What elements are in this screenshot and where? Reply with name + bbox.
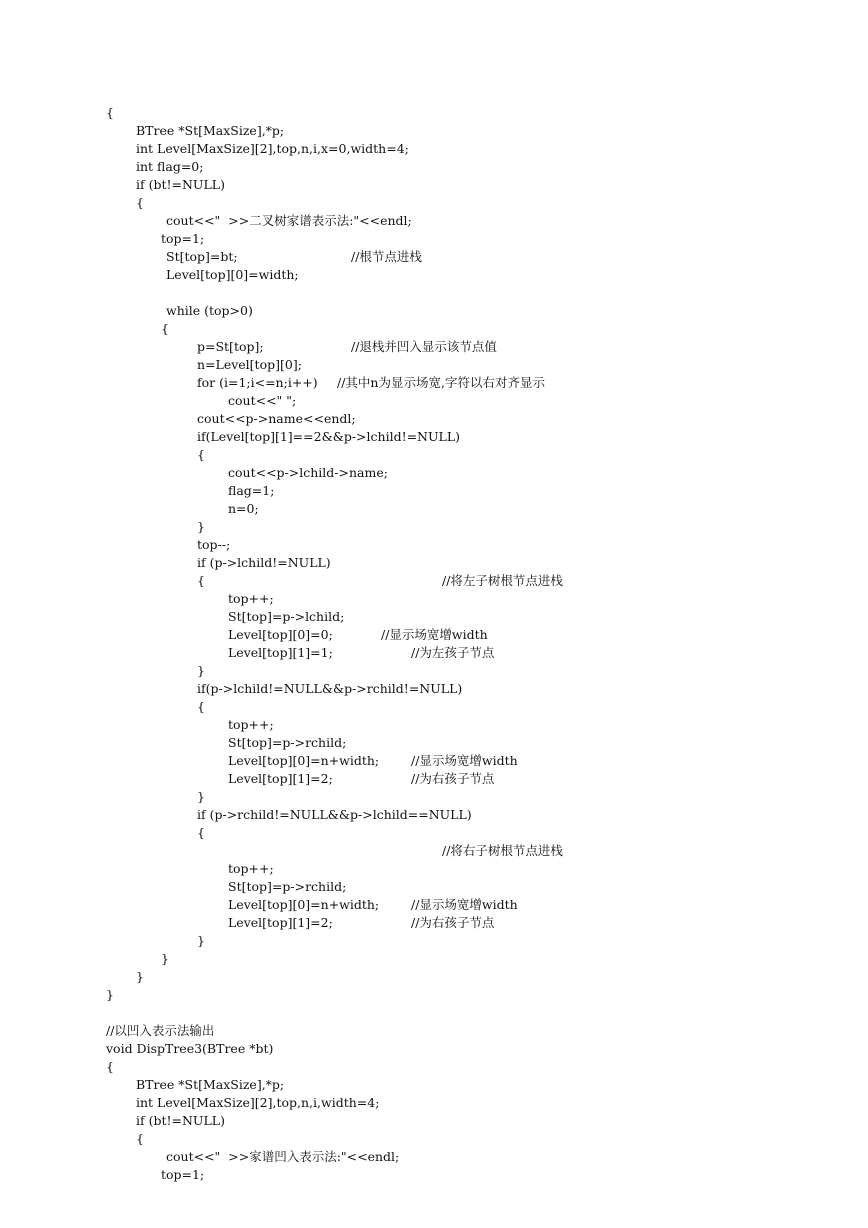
code-line xyxy=(0,248,868,266)
code-text: cout<<" "; xyxy=(228,393,297,408)
code-line xyxy=(0,716,868,734)
code-line xyxy=(0,446,868,464)
code-text: if (p->lchild!=NULL) xyxy=(197,555,331,570)
code-text: } xyxy=(136,969,144,984)
code-line xyxy=(0,1130,868,1148)
code-line xyxy=(0,986,868,1004)
code-text: int Level[MaxSize][2],top,n,i,x=0,width=4; xyxy=(136,141,409,156)
code-text: top--; xyxy=(197,537,231,552)
code-text: while (top>0) xyxy=(166,303,253,318)
code-text: cout<<" >>家谱凹入表示法:"<<endl; xyxy=(166,1149,400,1164)
code-text: //以凹入表示法输出 xyxy=(106,1023,215,1038)
code-line xyxy=(0,788,868,806)
code-text: Level[top][1]=2; xyxy=(228,915,333,930)
code-text: { xyxy=(161,321,169,336)
code-line xyxy=(0,662,868,680)
code-line xyxy=(0,608,868,626)
code-line xyxy=(0,950,868,968)
code-comment: //显示场宽增width xyxy=(411,897,518,912)
code-line xyxy=(0,1094,868,1112)
code-line xyxy=(0,536,868,554)
code-text: top++; xyxy=(228,591,274,606)
code-line xyxy=(0,1022,868,1040)
code-comment: //将右子树根节点进栈 xyxy=(442,843,563,858)
code-text: { xyxy=(106,105,114,120)
code-text: top++; xyxy=(228,861,274,876)
code-text: if (bt!=NULL) xyxy=(136,1113,225,1128)
code-text: { xyxy=(197,573,205,588)
code-line xyxy=(0,860,868,878)
code-comment: //为右孩子节点 xyxy=(411,915,495,930)
code-text: BTree *St[MaxSize],*p; xyxy=(136,1077,285,1092)
code-text: top=1; xyxy=(161,231,205,246)
code-line xyxy=(0,878,868,896)
code-text: Level[top][0]=n+width; xyxy=(228,897,380,912)
code-line xyxy=(0,626,868,644)
code-listing xyxy=(0,104,868,1184)
code-line xyxy=(0,356,868,374)
code-line xyxy=(0,572,868,590)
code-text: } xyxy=(106,987,114,1002)
code-text: n=Level[top][0]; xyxy=(197,357,302,372)
code-text: Level[top][0]=n+width; xyxy=(228,753,380,768)
code-text: { xyxy=(106,1059,114,1074)
code-line xyxy=(0,464,868,482)
code-text: Level[top][0]=0; xyxy=(228,627,333,642)
code-comment: //根节点进栈 xyxy=(351,249,422,264)
code-text: { xyxy=(136,1131,144,1146)
code-line xyxy=(0,896,868,914)
code-line xyxy=(0,230,868,248)
code-line xyxy=(0,284,868,302)
code-line xyxy=(0,1148,868,1166)
code-text: if(Level[top][1]==2&&p->lchild!=NULL) xyxy=(197,429,461,444)
code-line xyxy=(0,824,868,842)
code-text: St[top]=p->rchild; xyxy=(228,735,347,750)
code-line xyxy=(0,194,868,212)
code-line xyxy=(0,410,868,428)
code-text: { xyxy=(136,195,144,210)
code-line xyxy=(0,482,868,500)
code-text: flag=1; xyxy=(228,483,275,498)
code-line xyxy=(0,1040,868,1058)
code-text: } xyxy=(197,789,205,804)
code-text: n=0; xyxy=(228,501,259,516)
code-line xyxy=(0,1058,868,1076)
code-text: if (bt!=NULL) xyxy=(136,177,225,192)
code-line xyxy=(0,770,868,788)
code-line xyxy=(0,680,868,698)
code-text: top=1; xyxy=(161,1167,205,1182)
code-line xyxy=(0,590,868,608)
code-line xyxy=(0,320,868,338)
code-line xyxy=(0,374,868,392)
code-line xyxy=(0,698,868,716)
code-text: cout<<p->lchild->name; xyxy=(228,465,388,480)
code-comment: //将左子树根节点进栈 xyxy=(442,573,563,588)
code-text: if(p->lchild!=NULL&&p->rchild!=NULL) xyxy=(197,681,463,696)
code-text: } xyxy=(197,933,205,948)
code-text: BTree *St[MaxSize],*p; xyxy=(136,123,285,138)
code-line xyxy=(0,914,868,932)
code-line xyxy=(0,266,868,284)
code-comment: //退栈并凹入显示该节点值 xyxy=(351,339,497,354)
code-text: Level[top][1]=1; xyxy=(228,645,333,660)
code-line xyxy=(0,158,868,176)
code-line xyxy=(0,1004,868,1022)
code-line xyxy=(0,140,868,158)
code-line xyxy=(0,518,868,536)
code-text: St[top]=bt; xyxy=(166,249,238,264)
code-text: Level[top][1]=2; xyxy=(228,771,333,786)
code-line xyxy=(0,734,868,752)
code-line xyxy=(0,212,868,230)
code-text: void DispTree3(BTree *bt) xyxy=(106,1041,274,1056)
code-text: St[top]=p->rchild; xyxy=(228,879,347,894)
code-line xyxy=(0,1112,868,1130)
code-line xyxy=(0,104,868,122)
code-text: { xyxy=(197,825,205,840)
code-text: for (i=1;i<=n;i++) xyxy=(197,375,318,390)
code-line xyxy=(0,932,868,950)
code-line xyxy=(0,1076,868,1094)
code-text: int flag=0; xyxy=(136,159,204,174)
code-comment: //为左孩子节点 xyxy=(411,645,495,660)
code-comment: //为右孩子节点 xyxy=(411,771,495,786)
code-line xyxy=(0,554,868,572)
code-line xyxy=(0,338,868,356)
code-line xyxy=(0,1166,868,1184)
code-comment: //其中n为显示场宽,字符以右对齐显示 xyxy=(337,375,545,390)
code-text: } xyxy=(161,951,169,966)
code-line xyxy=(0,806,868,824)
code-text: { xyxy=(197,699,205,714)
code-text: cout<<" >>二叉树家谱表示法:"<<endl; xyxy=(166,213,412,228)
code-text: { xyxy=(197,447,205,462)
code-line xyxy=(0,842,868,860)
code-comment: //显示场宽增width xyxy=(411,753,518,768)
code-line xyxy=(0,500,868,518)
code-line xyxy=(0,644,868,662)
code-line xyxy=(0,968,868,986)
code-text: Level[top][0]=width; xyxy=(166,267,299,282)
code-line xyxy=(0,752,868,770)
code-line xyxy=(0,176,868,194)
code-text: cout<<p->name<<endl; xyxy=(197,411,356,426)
code-line xyxy=(0,428,868,446)
code-text: } xyxy=(197,663,205,678)
code-line xyxy=(0,122,868,140)
code-line xyxy=(0,392,868,410)
code-comment: //显示场宽增width xyxy=(381,627,488,642)
code-text: int Level[MaxSize][2],top,n,i,width=4; xyxy=(136,1095,380,1110)
code-text: if (p->rchild!=NULL&&p->lchild==NULL) xyxy=(197,807,472,822)
code-line xyxy=(0,302,868,320)
code-text: } xyxy=(197,519,205,534)
code-text: top++; xyxy=(228,717,274,732)
code-text: St[top]=p->lchild; xyxy=(228,609,345,624)
code-text: p=St[top]; xyxy=(197,339,264,354)
